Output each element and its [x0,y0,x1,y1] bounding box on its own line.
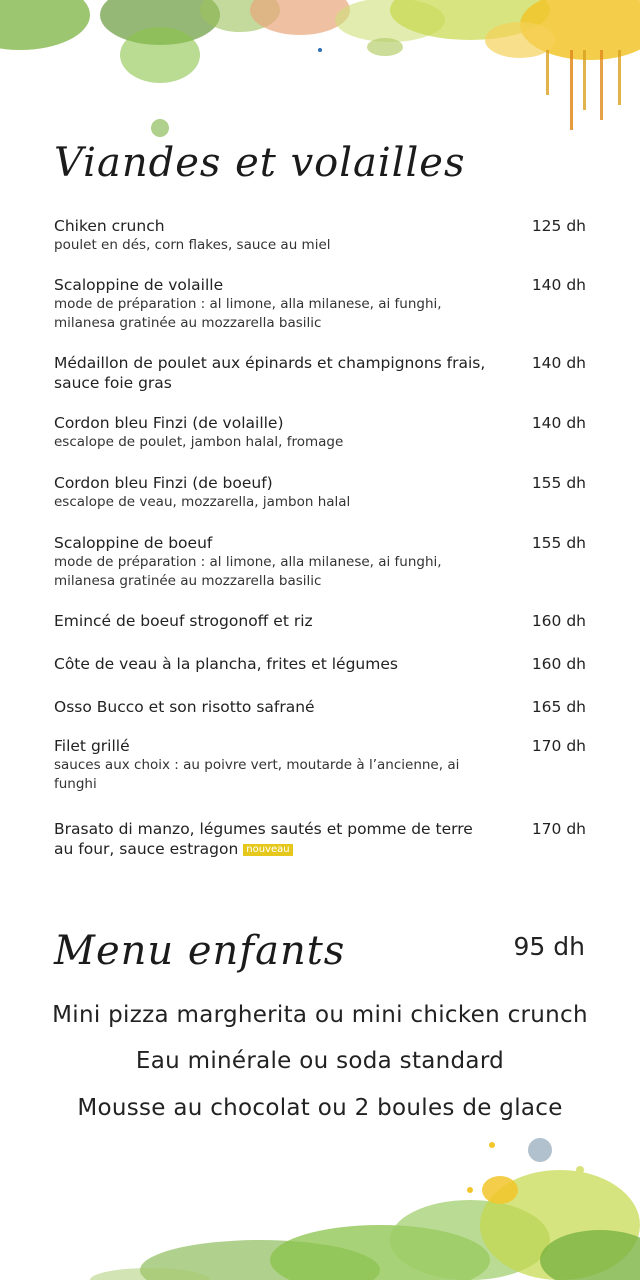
menu-item [54,654,586,674]
kids-menu-line: Mini pizza margherita ou mini chicken crunch [52,1002,588,1028]
item-name: Scaloppine de volaille [54,276,224,294]
item-price: 155 dh [531,474,586,492]
item-price: 155 dh [531,534,586,552]
menu-item [54,216,586,255]
item-price: 160 dh [531,655,586,673]
kids-menu-price: 95 dh [513,932,585,961]
item-name: Chiken crunch [54,217,165,235]
item-name-text: Brasato di manzo, légumes sautés et pomme de terre au four, sauce estragon [54,820,473,858]
item-name: Scaloppine de boeuf [54,534,213,552]
menu-item [54,736,586,794]
item-name: Osso Bucco et son risotto safrané [54,698,315,716]
menu-item [54,353,586,393]
item-name: Médaillon de poulet aux épinards et champignons frais, sauce foie gras [54,354,486,392]
new-badge: nouveau [243,844,292,856]
item-name: Cordon bleu Finzi (de boeuf) [54,474,273,492]
item-name [54,819,586,859]
item-price: 170 dh [531,820,586,838]
item-price: 165 dh [531,698,586,716]
item-price: 140 dh [531,354,586,372]
section-title-enfants: Menu enfants [54,928,346,974]
item-price: 160 dh [531,612,586,630]
item-name: Côte de veau à la plancha, frites et légumes [54,655,398,673]
watercolor-splash-bottom [0,1130,640,1280]
item-description: escalope de poulet, jambon halal, fromage [54,434,344,450]
menu-item [54,413,586,452]
item-name: Filet grillé [54,737,130,755]
item-price: 125 dh [531,217,586,235]
item-price: 170 dh [531,737,586,755]
watercolor-splash-top [0,0,640,150]
menu-item [54,473,586,512]
item-name: Emincé de boeuf strogonoff et riz [54,612,313,630]
item-name: Cordon bleu Finzi (de volaille) [54,414,284,432]
menu-item [54,611,586,631]
menu-item [54,697,586,717]
menu-item [54,533,586,591]
item-description: sauces aux choix : au poivre vert, moutarde à l’ancienne, ai funghi [54,757,460,792]
section-title-viandes: Viandes et volailles [54,140,466,186]
item-description: mode de préparation : al limone, alla milanese, ai funghi, milanesa gratinée au mozzarella basilic [54,554,442,589]
item-price: 140 dh [531,414,586,432]
menu-item [54,819,586,859]
item-description: poulet en dés, corn flakes, sauce au miel [54,237,331,253]
item-price: 140 dh [531,276,586,294]
menu-item [54,275,586,333]
item-description: escalope de veau, mozzarella, jambon halal [54,494,351,510]
kids-menu-line: Mousse au chocolat ou 2 boules de glace [77,1095,563,1121]
item-description: mode de préparation : al limone, alla milanese, ai funghi, milanesa gratinée au mozzarella basilic [54,296,442,331]
kids-menu-line: Eau minérale ou soda standard [135,1048,505,1074]
